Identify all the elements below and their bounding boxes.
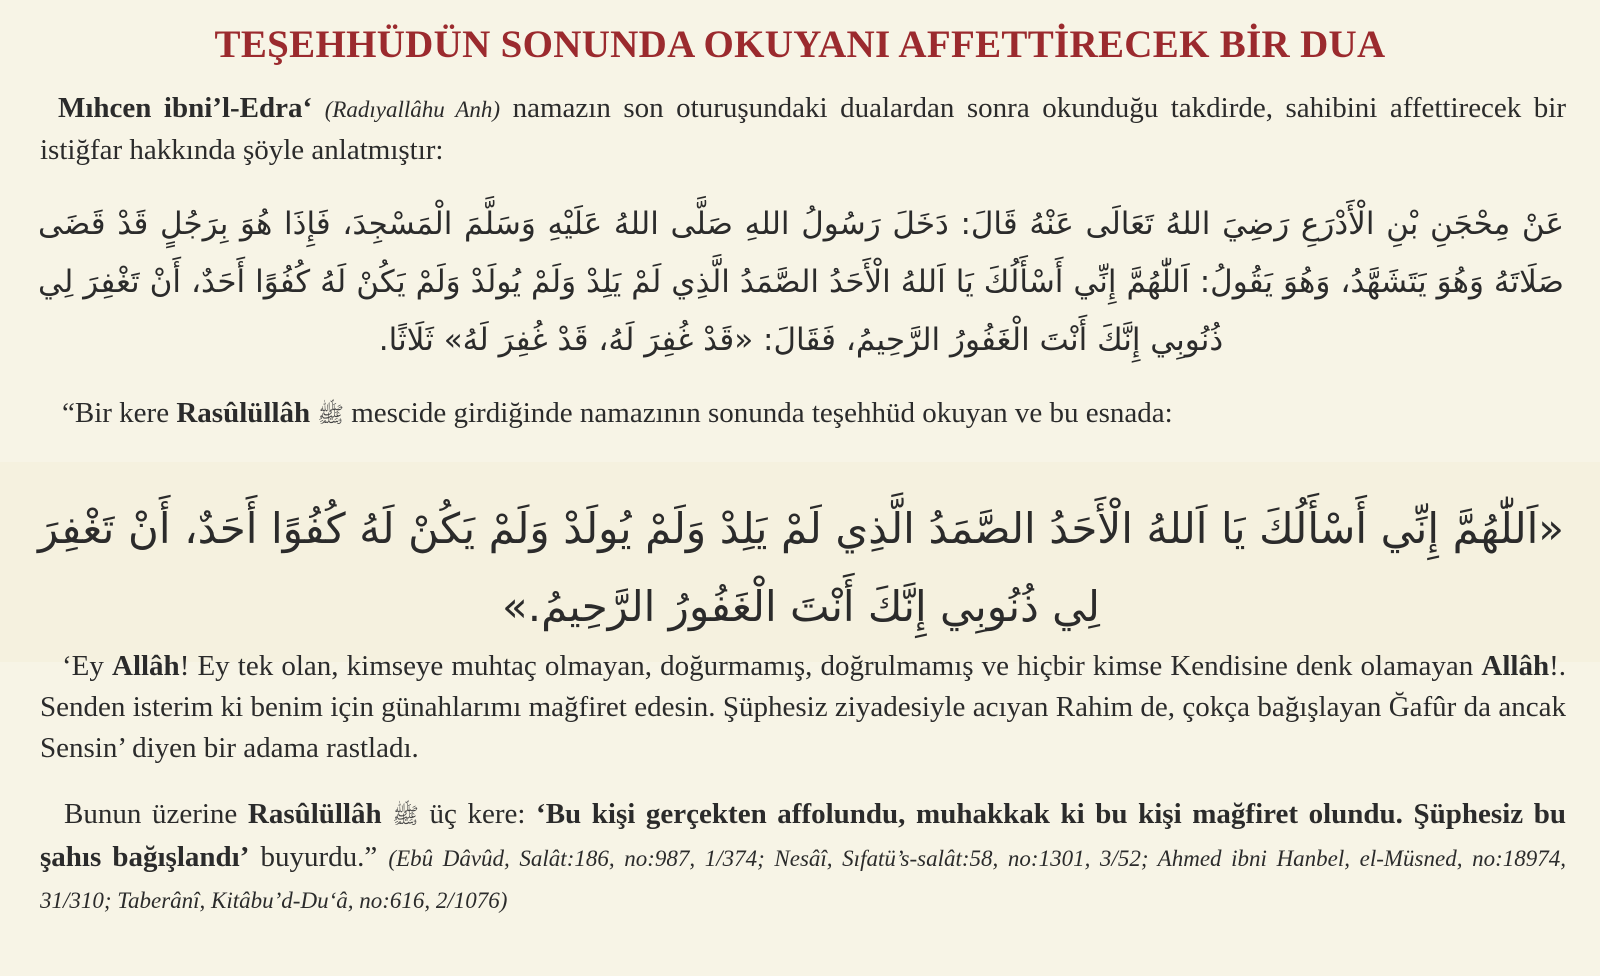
conclusion-part: üç kere: [429,798,526,830]
salawat-glyph: ﷺ [392,804,419,829]
prophet-name: Rasûlüllâh [247,798,382,830]
conclusion-paragraph [40,794,1566,921]
translation-part: ‘Ey [62,650,104,682]
translation-paragraph [40,646,1566,769]
narration-rest: mescide girdiğinde namazının sonunda teşehhüd okuyan ve bu esnada: [351,397,1173,429]
narration-open: “Bir kere [62,397,170,429]
source-reference: (Ebû Dâvûd, Salât:186, no:987, 1/374; Nesâî, Sıfatü’s-salât:58, no:1301, 3/52; Ahmed ibni Hanbel, el-Müsned, no:18974, 31/310; Taberânî, Kitâbu’d-Du‘â, no:616, 2/1076) [40,846,1566,913]
honorific: (Radıyallâhu Anh) [324,97,501,122]
page-title: TEŞEHHÜDÜN SONUNDA OKUYANI AFFETTİRECEK BİR DUA [214,23,1386,66]
narration-line [62,393,1572,436]
conclusion-part: Bunun üzerine [64,798,238,830]
arabic-dua: «اَللّٰهُمَّ إِنِّي أَسْأَلُكَ يَا اَللهُ الْأَحَدُ الصَّمَدُ الَّذِي لَمْ يَلِدْ وَلَمْ يُولَدْ وَلَمْ يَكُنْ لَهُ كُفُوًا أَحَدٌ، أَنْ تَغْفِرَ لِي ذُنُوبِي إِنَّكَ أَنْتَ الْغَفُورُ الرَّحِيمُ.» [38,504,1564,631]
narrator-name: Mıhcen ibni’l-Edra‘ [58,92,313,124]
conclusion-part: buyurdu.” [260,841,378,873]
translation-part: ! Ey tek olan, kimseye muhtaç olmayan, doğurmamış, doğrulmamış ve hiçbir kimse Kendisine denk olamayan [179,650,1474,682]
allah-name: Allâh [1481,650,1550,682]
intro-paragraph [40,88,1566,171]
translation-part: !. Senden isterim ki benim için günahlarımı mağfiret edesin. Şüphesiz ziyadesiyle acıyan Rahim de, çokça bağışlayan Ğafûr da ancak Sensin’ diyen bir adama rastladı. [40,650,1566,764]
prophet-quote: ‘Bu kişi gerçekten affolundu, muhakkak ki bu kişi mağfiret olundu. Şüphesiz bu şahıs bağışlandı’ [40,798,1566,873]
allah-name: Allâh [112,650,180,682]
intro-text: namazın son oturuşundaki dualardan sonra okunduğu takdirde, sahibini affettirecek bir istiğfar hakkında şöyle anlatmıştır: [40,92,1567,166]
salawat-glyph: ﷺ [317,403,344,428]
arabic-hadith: عَنْ مِحْجَنِ بْنِ الْأَدْرَعِ رَضِيَ اللهُ تَعَالَى عَنْهُ قَالَ: دَخَلَ رَسُولُ اللهِ صَلَّى اللهُ عَلَيْهِ وَسَلَّمَ الْمَسْجِدَ، فَإِذَا هُوَ بِرَجُلٍ قَدْ قَضَى صَلَاتَهُ وَهُوَ يَتَشَهَّدُ، وَهُوَ يَقُولُ: اَللّٰهُمَّ إِنِّي أَسْأَلُكَ يَا اَللهُ الْأَحَدُ الصَّمَدُ الَّذِي لَمْ يَلِدْ وَلَمْ يُولَدْ وَلَمْ يَكُنْ لَهُ كُفُوًا أَحَدٌ، أَنْ تَغْفِرَ لِي ذُنُوبِي إِنَّكَ أَنْتَ الْغَفُورُ الرَّحِيمُ، فَقَالَ: «قَدْ غُفِرَ لَهُ، قَدْ غُفِرَ لَهُ» ثَلَاثًا. [38,206,1564,358]
prophet-name: Rasûlüllâh [176,397,311,429]
